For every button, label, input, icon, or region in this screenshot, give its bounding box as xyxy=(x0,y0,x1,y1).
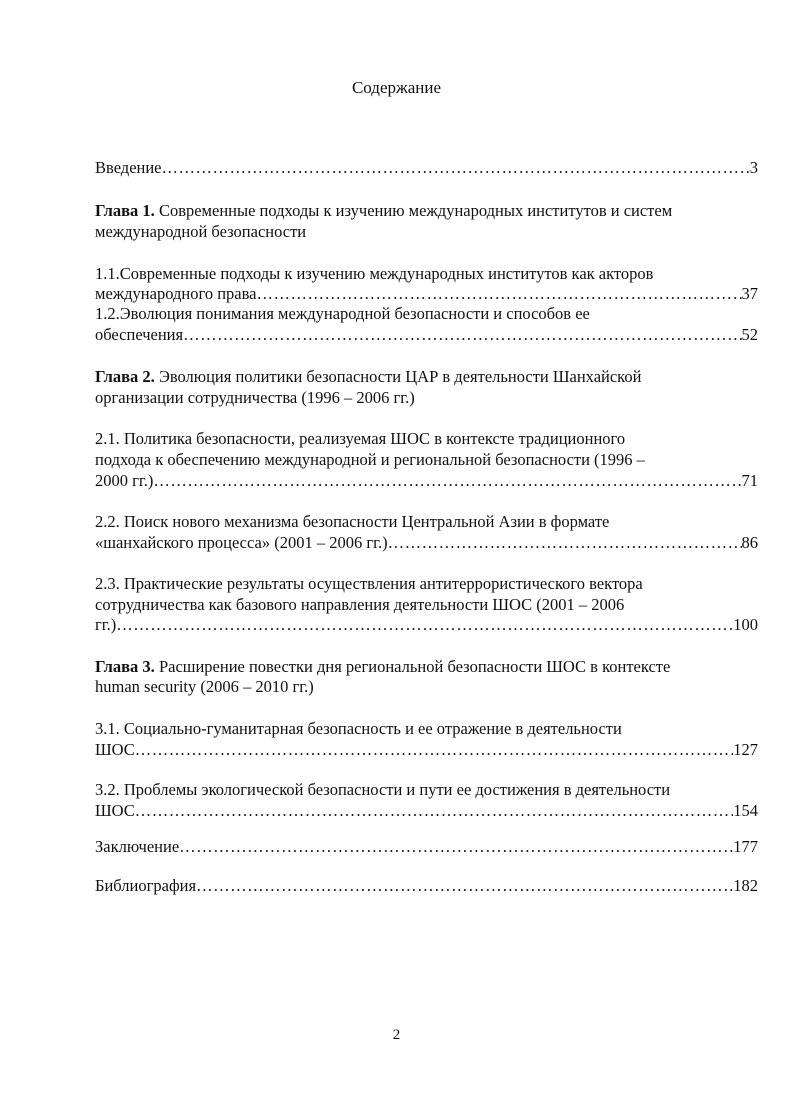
toc-entry-label: 2000 гг.) xyxy=(95,471,154,490)
toc-page-number: 177 xyxy=(733,837,758,856)
toc-section-3-1-cont[interactable] xyxy=(95,739,758,760)
toc-page-number: 71 xyxy=(741,471,758,490)
toc-entry-label: «шанхайского процесса» (2001 – 2006 гг.) xyxy=(95,533,388,552)
toc-section-3-1[interactable]: 3.1. Социально-гуманитарная безопасность и ее отражение в деятельности xyxy=(95,719,622,738)
toc-leader-dots xyxy=(153,470,741,491)
toc-entry-conclusion[interactable] xyxy=(95,836,758,857)
chapter-title: Расширение повестки дня региональной безопасности ШОС в контексте xyxy=(154,657,671,676)
toc-leader-dots xyxy=(135,800,733,821)
toc-leader-dots xyxy=(179,836,733,857)
toc-entry-bibliography[interactable] xyxy=(95,875,758,896)
toc-section-2-3-cont[interactable] xyxy=(95,614,758,635)
chapter-label: Глава 2. xyxy=(95,367,155,386)
toc-section-1-1[interactable]: 1.1.Современные подходы к изучению международных институтов как акторов xyxy=(95,264,654,283)
toc-leader-dots xyxy=(116,614,733,635)
toc-section-1-2-cont[interactable] xyxy=(95,324,758,345)
toc-section-3-2-cont[interactable] xyxy=(95,800,758,821)
chapter-label: Глава 1. xyxy=(95,201,155,220)
toc-leader-dots xyxy=(196,875,733,896)
toc-chapter-3[interactable] xyxy=(95,656,758,677)
chapter-title: Эволюция политики безопасности ЦАР в деятельности Шанхайской xyxy=(154,367,642,386)
toc-page-number: 100 xyxy=(733,615,758,634)
page-title: Содержание xyxy=(351,78,442,97)
toc-page-number: 52 xyxy=(741,325,758,344)
toc-section-2-1-line2: подхода к обеспечению международной и региональной безопасности (1996 – xyxy=(95,450,645,469)
toc-section-2-2[interactable]: 2.2. Поиск нового механизма безопасности Центральной Азии в формате xyxy=(95,512,610,531)
toc-leader-dots xyxy=(183,324,741,345)
toc-entry-intro[interactable] xyxy=(95,157,758,178)
toc-entry-label: гг.) xyxy=(95,615,117,634)
toc-leader-dots xyxy=(257,283,742,304)
toc-section-2-1[interactable]: 2.1. Политика безопасности, реализуемая ШОС в контексте традиционного xyxy=(95,429,626,448)
toc-entry-label: международного права xyxy=(95,284,257,303)
toc-section-1-1-cont[interactable] xyxy=(95,283,758,304)
toc-page-number: 154 xyxy=(733,801,758,820)
toc-entry-label: Заключение xyxy=(95,837,180,856)
toc-section-2-3-line2: сотрудничества как базового направления деятельности ШОС (2001 – 2006 xyxy=(95,595,625,614)
toc-section-1-2[interactable]: 1.2.Эволюция понимания международной безопасности и способов ее xyxy=(95,304,590,323)
toc-page-number: 86 xyxy=(741,533,758,552)
toc-leader-dots xyxy=(135,739,733,760)
toc-chapter-1[interactable] xyxy=(95,200,758,221)
toc-entry-label: Введение xyxy=(95,158,162,177)
toc-entry-label: ШОС xyxy=(95,740,135,759)
toc-chapter-2[interactable] xyxy=(95,366,758,387)
page-number: 2 xyxy=(392,1027,401,1043)
toc-section-2-3[interactable]: 2.3. Практические результаты осуществления антитеррористического вектора xyxy=(95,574,643,593)
toc-section-2-2-cont[interactable] xyxy=(95,532,758,553)
toc-page-number: 182 xyxy=(733,876,758,895)
toc-leader-dots xyxy=(388,532,742,553)
toc-leader-dots xyxy=(162,157,750,178)
toc-page-number: 37 xyxy=(741,284,758,303)
toc-chapter-1-cont: международной безопасности xyxy=(95,222,307,241)
toc-entry-label: обеспечения xyxy=(95,325,184,344)
toc-section-3-2[interactable]: 3.2. Проблемы экологической безопасности и пути ее достижения в деятельности xyxy=(95,780,671,799)
toc-chapter-3-cont: human security (2006 – 2010 гг.) xyxy=(95,677,314,696)
toc-page-number: 127 xyxy=(733,740,758,759)
toc-entry-label: Библиография xyxy=(95,876,197,895)
chapter-label: Глава 3. xyxy=(95,657,155,676)
toc-page-number: 3 xyxy=(749,158,758,177)
chapter-title: Современные подходы к изучению международных институтов и систем xyxy=(154,201,673,220)
toc-chapter-2-cont: организации сотрудничества (1996 – 2006 гг.) xyxy=(95,388,415,407)
toc-entry-label: ШОС xyxy=(95,801,135,820)
toc-section-2-1-cont[interactable] xyxy=(95,470,758,491)
